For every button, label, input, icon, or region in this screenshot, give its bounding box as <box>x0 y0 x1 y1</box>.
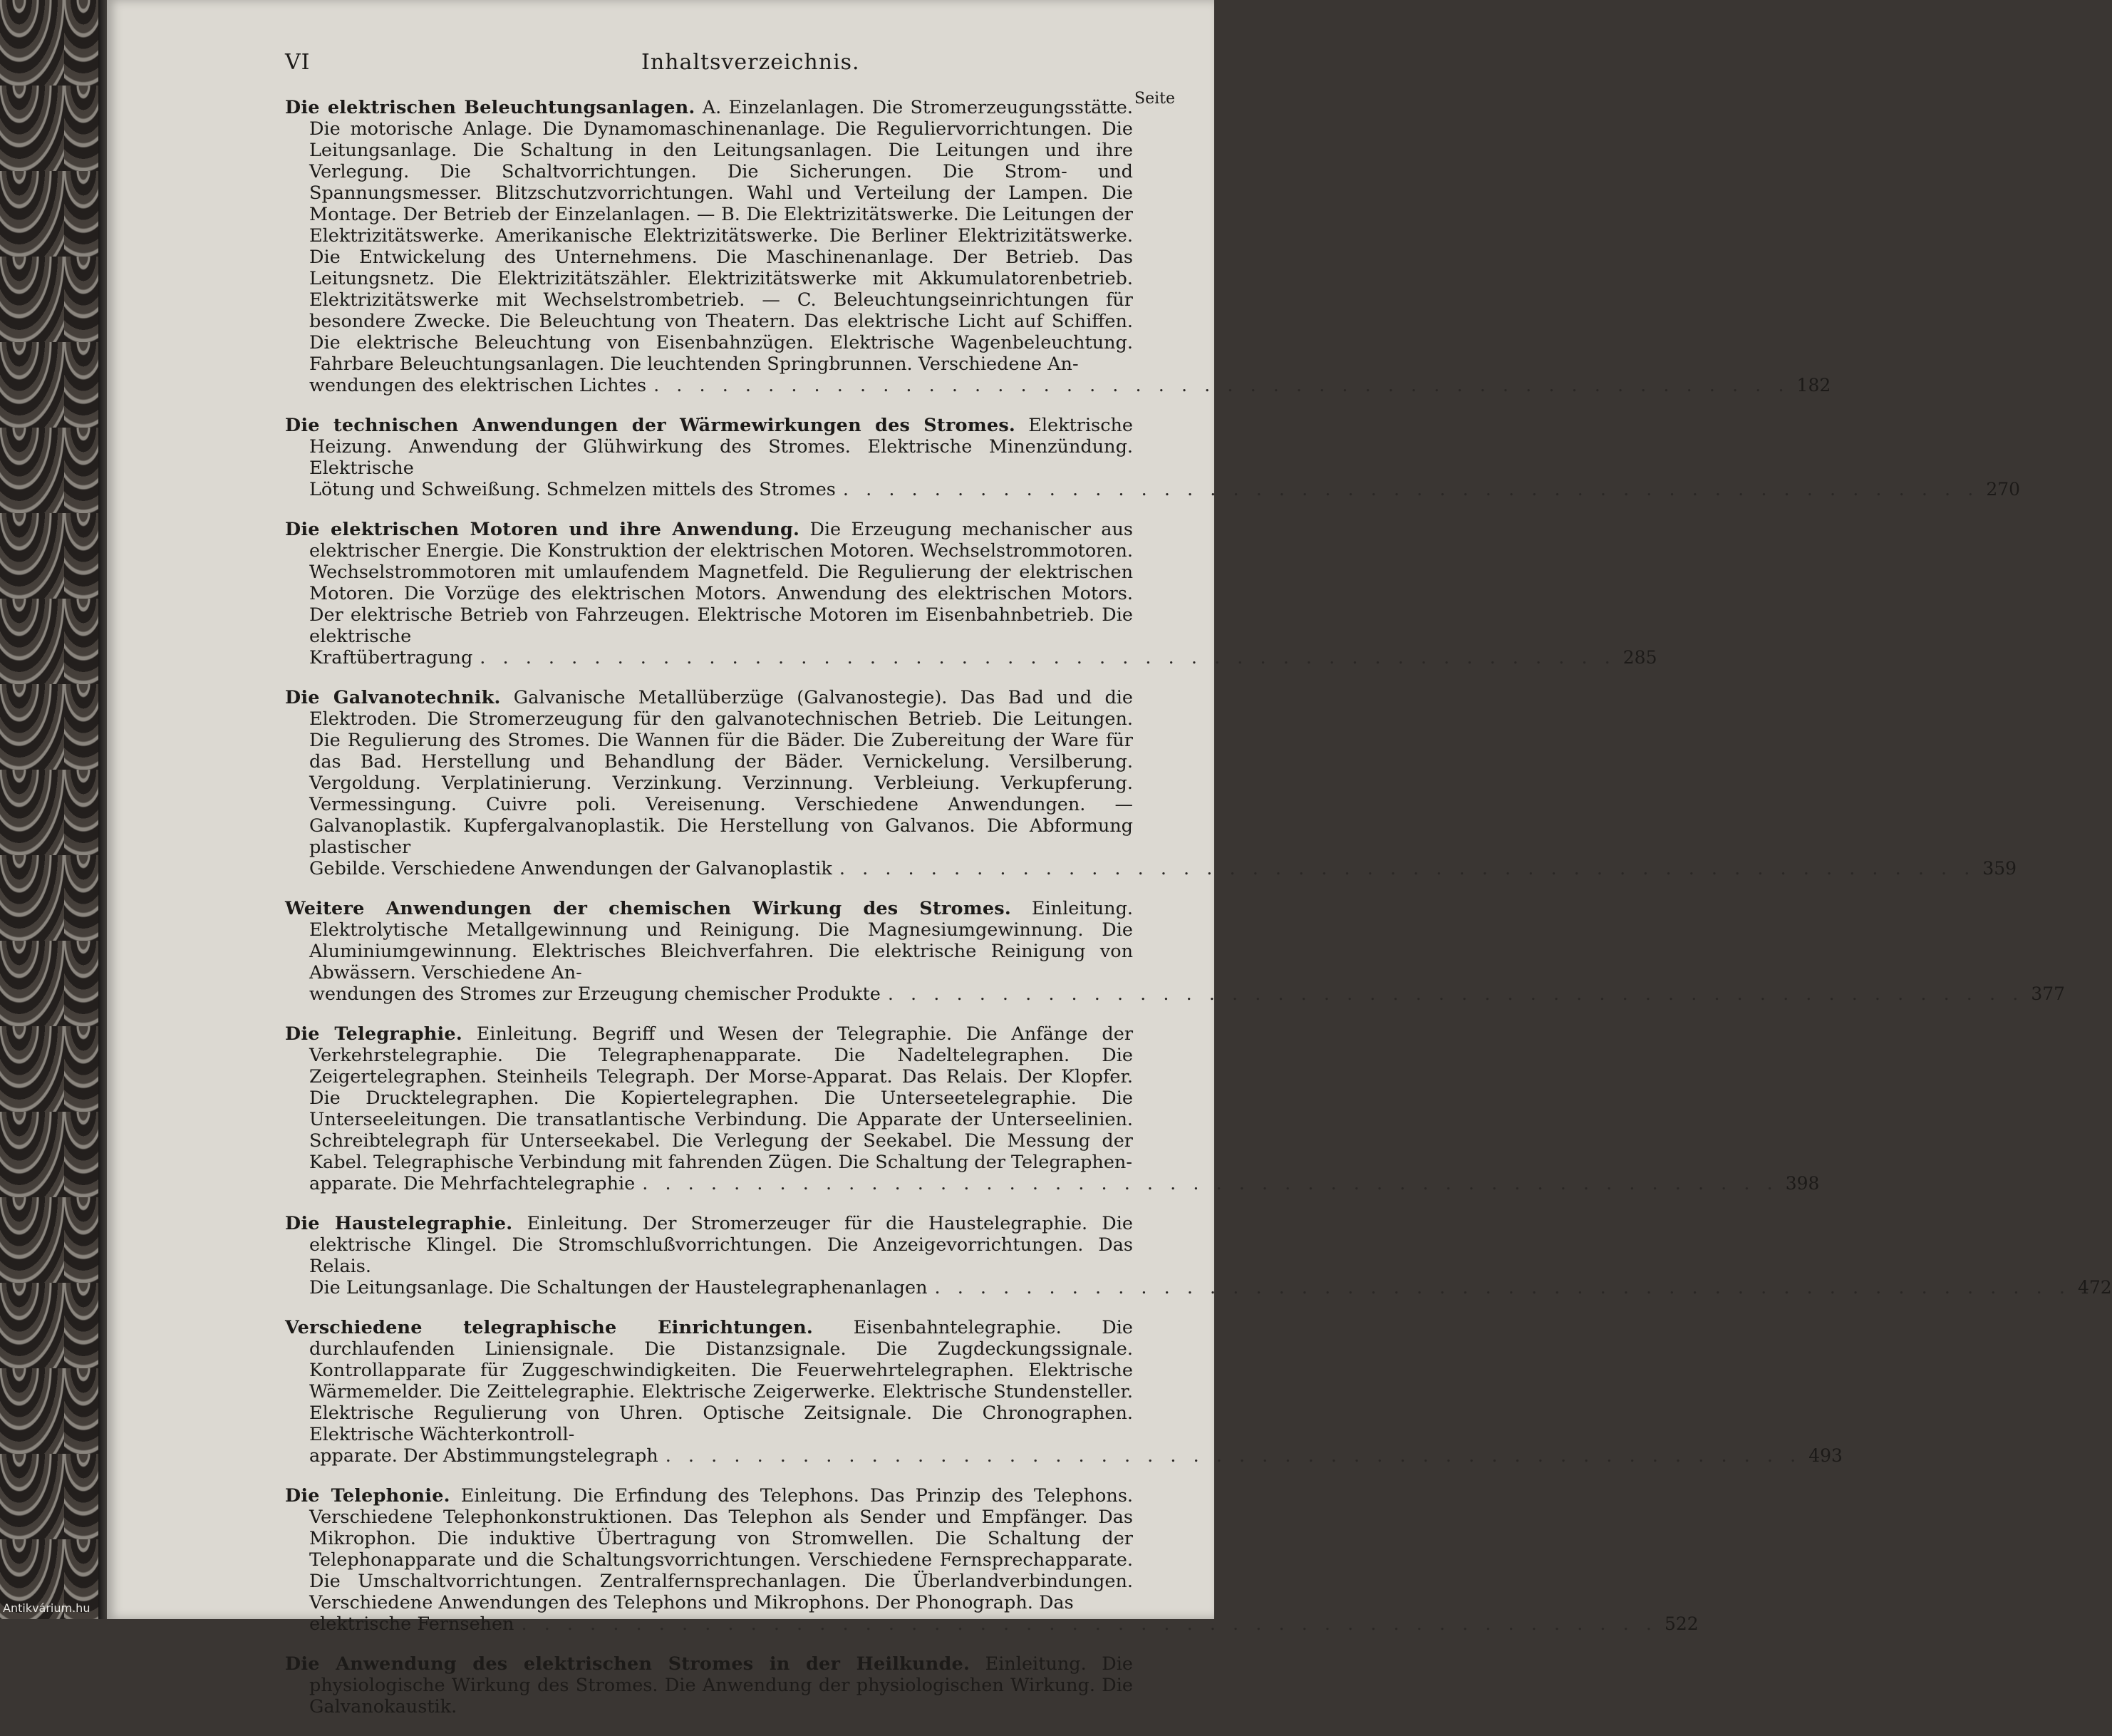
toc-entry-body: Eisenbahntelegraphie. Die durchlaufenden Liniensignale. Die Distanzsignale. Die Zugdeckungssignale. Kontrollapparate für Zuggeschwindigkeiten. Die Feuerwehrtelegraphen. Elektrische Wärmemelder. Die Zeittelegraphie. Elektrische Zeigerwerke. Elektrische Stundensteller. Elektrische Regulierung von Uhren. Optische Zeitsignale. Die Chronographen. Elektrische Wächterkontroll- <box>309 1317 1133 1445</box>
toc-entry-last-line: wendungen des elektrischen Lichtes <box>309 375 647 396</box>
toc-entry-text <box>285 687 1133 858</box>
toc-page-number: 377 <box>2031 983 2066 1004</box>
toc-entry-last-line: apparate. Die Mehrfachtelegraphie <box>309 1173 636 1194</box>
toc-entry <box>285 1485 1699 1635</box>
dot-leader: . . . . . . . . . . . . . . . . . . . . . . . . . . . . . . . . . . . . . . . . . . . . . . . . . . <box>665 1445 1802 1467</box>
toc-entry-heading: Die technischen Anwendungen der Wärmewirkungen des Stromes. <box>285 415 1015 436</box>
toc-page-number: 472 <box>2077 1277 2112 1298</box>
toc-entry-body: Einleitung. Begriff und Wesen der Telegraphie. Die Anfänge der Verkehrstelegraphie. Die Telegraphenapparate. Die Nadeltelegraphen. Die Zeigertelegraphen. Steinheils Telegraph. Der Morse-Apparat. Das Relais. Der Klopfer. Die Drucktelegraphen. Die Kopiertelegraphen. Die Unterseetelegraphie. Die Unterseeleitungen. Die transatlantische Verbindung. Die Apparate der Unterseelinien. Schreibtelegraph für Unterseekabel. Die Verlegung der Seekabel. Die Messung der Kabel. Telegraphische Verbindung mit fahrenden Zügen. Die Schaltung der Telegraphen- <box>309 1023 1134 1173</box>
dot-leader: . . . . . . . . . . . . . . . . . . . . . . . . . . . . . . . . . . . . . . . . . . . . . . . . . . <box>521 1613 1657 1635</box>
dot-leader: . . . . . . . . . . . . . . . . . . . . . . . . . . . . . . . . . . . . . . . . . . . . . . . . . . <box>842 479 1979 500</box>
toc-entry-leader-line <box>285 1613 1699 1635</box>
toc-entry-leader-line <box>285 1277 2112 1298</box>
toc-entry-heading: Die Galvanotechnik. <box>285 687 501 708</box>
toc-entry-last-line: apparate. Der Abstimmungstelegraph <box>309 1445 658 1467</box>
toc-entry-text <box>285 519 1133 647</box>
toc-entry <box>285 1023 1820 1194</box>
toc-entry-heading: Verschiedene telegraphische Einrichtungen. <box>285 1317 813 1338</box>
toc-entry-last-line: Gebilde. Verschiedene Anwendungen der Galvanoplastik <box>309 858 832 879</box>
toc-entry <box>285 519 1657 668</box>
toc-page-number: 270 <box>1986 479 2021 500</box>
toc-entry-body: Einleitung. Die physiologische Wirkung des Stromes. Die Anwendung der physiologischen Wirkung. Die Galvanokaustik. <box>309 1653 1133 1717</box>
toc-entry <box>285 1317 1843 1467</box>
toc-entry-body: Einleitung. Der Stromerzeuger für die Haustelegraphie. Die elektrische Klingel. Die Stromschlußvorrichtungen. Die Anzeigevorrichtungen. Das Relais. <box>309 1213 1133 1277</box>
toc-entry-text <box>285 1485 1133 1613</box>
dot-leader: . . . . . . . . . . . . . . . . . . . . . . . . . . . . . . . . . . . . . . . . . . . . . . . . . . <box>480 647 1616 668</box>
toc-entry-heading: Die Haustelegraphie. <box>285 1213 513 1234</box>
toc-entry-text <box>285 1317 1133 1445</box>
toc-entry-leader-line <box>285 983 2066 1005</box>
toc-entry-heading: Die elektrischen Beleuchtungsanlagen. <box>285 97 695 118</box>
page-number-roman: VI <box>285 50 311 75</box>
toc-entry-heading: Die Anwendung des elektrischen Stromes in der Heilkunde. <box>285 1653 970 1675</box>
toc-entry-text <box>285 1653 1133 1717</box>
toc-page-number: 285 <box>1622 647 1657 668</box>
toc-page-number: 182 <box>1796 375 1831 396</box>
toc-entry-body: Einleitung. Die Erfindung des Telephons. Das Prinzip des Telephons. Verschiedene Telephonkonstruktionen. Das Telephon als Sender und Empfänger. Das Mikrophon. Die induktive Übertragung von Stromwellen. Die Schaltung der Telephonapparate und die Schaltungsvorrichtungen. Verschiedene Fernsprechapparate. Die Umschaltvorrichtungen. Zentralfernsprechanlagen. Die Überlandverbindungen. Verschiedene Anwendungen des Telephons und Mikrophons. Der Phonograph. Das <box>309 1485 1134 1613</box>
toc-entry <box>285 1653 1133 1717</box>
dot-leader: . . . . . . . . . . . . . . . . . . . . . . . . . . . . . . . . . . . . . . . . . . . . . . . . . . <box>642 1173 1779 1194</box>
toc-entry-body: Galvanische Metallüberzüge (Galvanostegie). Das Bad und die Elektroden. Die Stromerzeugung für den galvanotechnischen Betrieb. Die Leitungen. Die Regulierung des Stromes. Die Wannen für die Bäder. Die Zubereitung der Ware für das Bad. Herstellung und Behandlung der Bäder. Vernickelung. Versilberung. Vergoldung. Verplatinierung. Verzinkung. Verzinnung. Verbleiung. Verkupferung. Vermessingung. Cuivre poli. Vereisenung. Verschiedene Anwendungen. — Galvanoplastik. Kupfergalvanoplastik. Die Herstellung von Galvanos. Die Abformung plastischer <box>309 687 1134 858</box>
dot-leader: . . . . . . . . . . . . . . . . . . . . . . . . . . . . . . . . . . . . . . . . . . . . . . . . . . <box>653 375 1790 396</box>
toc-entry-leader-line <box>285 1173 1820 1194</box>
toc-entry-body: Einleitung. Elektrolytische Metallgewinnung und Reinigung. Die Magnesiumgewinnung. Die Aluminiumgewinnung. Elektrisches Bleichverfahren. Die elektrische Reinigung von Abwässern. Verschiedene An- <box>309 898 1133 983</box>
toc-entry-last-line: Kraftübertragung <box>309 647 473 668</box>
toc-entry-leader-line <box>285 647 1657 668</box>
toc-entry-last-line: Die Leitungsanlage. Die Schaltungen der Haustelegraphenanlagen <box>309 1277 928 1298</box>
page-title: Inhaltsverzeichnis. <box>641 50 860 75</box>
toc-entry-leader-line <box>285 1445 1843 1467</box>
toc-entry <box>285 898 2066 1005</box>
page-header <box>285 50 1126 83</box>
dot-leader: . . . . . . . . . . . . . . . . . . . . . . . . . . . . . . . . . . . . . . . . . . . . . . . . . . <box>934 1277 2071 1298</box>
column-label-seite: Seite <box>1134 90 1175 108</box>
toc-entry-body: A. Einzelanlagen. Die Stromerzeugungsstätte. Die motorische Anlage. Die Dynamomaschinenanlage. Die Reguliervorrichtungen. Die Leitungsanlage. Die Schaltung in den Leitungsanlagen. Die Leitungen und ihre Verlegung. Die Schaltvorrichtungen. Die Sicherungen. Die Strom- und Spannungsmesser. Blitzschutzvorrichtungen. Wahl und Verteilung der Lampen. Die Montage. Der Betrieb der Einzelanlagen. — B. Die Elektrizitätswerke. Die Leitungen der Elektrizitätswerke. Amerikanische Elektrizitätswerke. Die Berliner Elektrizitätswerke. Die Entwickelung des Unternehmens. Die Maschinenanlage. Der Betrieb. Das Leitungsnetz. Die Elektrizitätszähler. Elektrizitätswerke mit Akkumulatorenbetrieb. Elektrizitätswerke mit Wechselstrombetrieb. — C. Beleuchtungseinrichtungen für besondere Zwecke. Die Beleuchtung von Theatern. Das elektrische Licht auf Schiffen. Die elektrische Beleuchtung von Eisenbahnzügen. Elektrische Wagenbeleuchtung. Fahrbare Beleuchtungsanlagen. Die leuchtenden Springbrunnen. Verschiedene An- <box>309 97 1134 375</box>
toc-entry-body: Die Erzeugung mechanischer aus elektrischer Energie. Die Konstruktion der elektrischen Motoren. Wechselstrommotoren. Wechselstrommotoren mit umlaufendem Magnetfeld. Die Regulierung der elektrischen Motoren. Die Vorzüge des elektrischen Motors. Anwendung des elektrischen Motors. Der elektrische Betrieb von Fahrzeugen. Elektrische Motoren im Eisenbahnbetrieb. Die elektrische <box>309 519 1134 647</box>
toc-entry <box>285 1213 2112 1298</box>
toc-entry-heading: Die Telephonie. <box>285 1485 450 1507</box>
toc-page-number: 398 <box>1785 1173 1820 1194</box>
dot-leader: . . . . . . . . . . . . . . . . . . . . . . . . . . . . . . . . . . . . . . . . . . . . . . . . . . <box>887 983 2024 1005</box>
toc-entry-last-line: elektrische Fernsehen <box>309 1613 514 1635</box>
toc-entry-text <box>285 97 1133 375</box>
toc-entry <box>285 687 2017 879</box>
toc-entry-text <box>285 898 1133 983</box>
toc-entry-heading: Die elektrischen Motoren und ihre Anwendung. <box>285 519 800 540</box>
marbled-endpaper <box>0 0 105 1619</box>
toc-page-number: 522 <box>1664 1613 1699 1634</box>
toc-entry-text <box>285 1213 1133 1277</box>
toc-page-number: 493 <box>1808 1445 1843 1466</box>
toc-entry-text <box>285 415 1133 479</box>
toc-page-number: 359 <box>1982 858 2017 879</box>
toc-entry-text <box>285 1023 1133 1173</box>
toc-entry-last-line: Lötung und Schweißung. Schmelzen mittels des Stromes <box>309 479 836 500</box>
toc-entry-leader-line <box>285 858 2017 879</box>
toc-entry <box>285 415 2021 500</box>
toc-entry-heading: Die Telegraphie. <box>285 1023 462 1045</box>
toc-entry-leader-line <box>285 375 1831 396</box>
dot-leader: . . . . . . . . . . . . . . . . . . . . . . . . . . . . . . . . . . . . . . . . . . . . . . . . . . <box>839 858 1976 879</box>
toc-entry-body: Elektrische Heizung. Anwendung der Glühwirkung des Stromes. Elektrische Minenzündung. Elektrische <box>309 415 1133 479</box>
toc-entry-leader-line <box>285 479 2021 500</box>
toc-entry-last-line: wendungen des Stromes zur Erzeugung chemischer Produkte <box>309 983 881 1005</box>
toc-entry-heading: Weitere Anwendungen der chemischen Wirkung des Stromes. <box>285 898 1011 919</box>
watermark: Antikvárium.hu <box>3 1601 90 1615</box>
